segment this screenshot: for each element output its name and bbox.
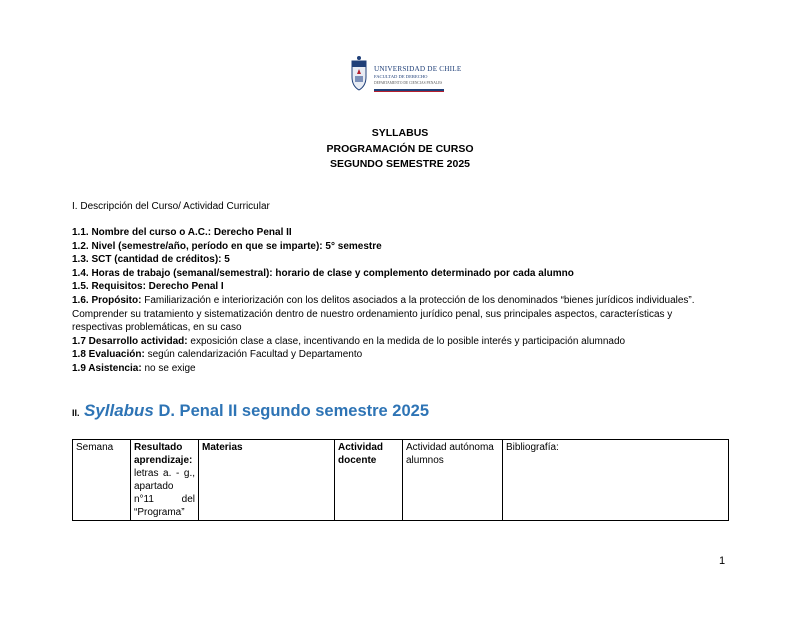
table-header-row [73, 440, 729, 521]
course-description [72, 226, 722, 376]
col-resultado-aprendizaje [131, 440, 199, 521]
item-1-6-text: Familiarización e interiorización con los delitos asociados a la protección de los denominados “bienes jurídicos individuales”. [141, 294, 695, 306]
doc-subtitle: PROGRAMACIÓN DE CURSO [326, 143, 474, 155]
col-resultado-detail: letras a. - g., apartado n°11 del “Programa” [134, 468, 195, 518]
item-1-2: 1.2. Nivel (semestre/año, período en que se imparte): 5° semestre [72, 240, 382, 252]
section-2-numeral: II. [72, 408, 80, 418]
section-2-heading [72, 401, 429, 421]
item-1-5: 1.5. Requisitos: Derecho Penal I [72, 281, 224, 293]
section-2-title: D. Penal II segundo semestre 2025 [153, 402, 430, 420]
university-logo [348, 55, 462, 97]
item-1-1: 1.1. Nombre del curso o A.C.: Derecho Penal II [72, 227, 292, 238]
col-materias: Materias [199, 440, 335, 521]
section-1-numeral: I. [72, 201, 78, 212]
page-number: 1 [719, 555, 726, 567]
item-1-9-text: no se exige [141, 362, 196, 374]
item-1-9-label: 1.9 Asistencia: [72, 362, 142, 374]
item-1-7-label: 1.7 Desarrollo actividad: [72, 335, 188, 347]
item-1-7-text: exposición clase a clase, incentivando en la medida de lo posible interés y participación alumnado [187, 335, 626, 347]
syllabus-table [72, 439, 729, 521]
university-seal-icon [348, 55, 370, 95]
item-1-8-text: según calendarización Facultad y Departamento [144, 349, 363, 361]
col-actividad-docente: Actividad docente [335, 440, 403, 521]
item-1-8-label: 1.8 Evaluación: [72, 349, 145, 361]
logo-university-name: UNIVERSIDAD DE CHILE [374, 65, 462, 73]
item-1-6-label: 1.6. Propósito: [72, 294, 142, 306]
item-1-4: 1.4. Horas de trabajo (semanal/semestral): horario de clase y complemento determinado por cada alumno [72, 267, 574, 279]
item-1-3: 1.3. SCT (cantidad de créditos): 5 [72, 254, 230, 266]
section-1-heading [72, 201, 270, 212]
doc-term: SEGUNDO SEMESTRE 2025 [329, 158, 471, 170]
section-2-italic: Syllabus [83, 401, 154, 420]
item-1-6-text-3: respectivas problemáticas, en su caso [72, 322, 242, 334]
logo-faculty-name: FACULTAD DE DERECHO [374, 74, 428, 79]
col-actividad-autonoma: Actividad autónoma alumnos [403, 440, 503, 521]
logo-divider-red [374, 91, 444, 92]
col-bibliografia: Bibliografía: [503, 440, 729, 521]
doc-title: SYLLABUS [371, 127, 429, 139]
item-1-6-text-2: Comprender su tratamiento y sistematización dentro de nuestro ordenamiento jurídico penal, sus principales aspectos, características y [72, 308, 673, 320]
col-semana: Semana [73, 440, 131, 521]
col-resultado-label: Resultado aprendizaje: [134, 442, 193, 466]
logo-department-name: DEPARTAMENTO DE CIENCIAS PENALES [374, 81, 443, 85]
section-1-title: Descripción del Curso/ Actividad Curricular [80, 201, 270, 212]
